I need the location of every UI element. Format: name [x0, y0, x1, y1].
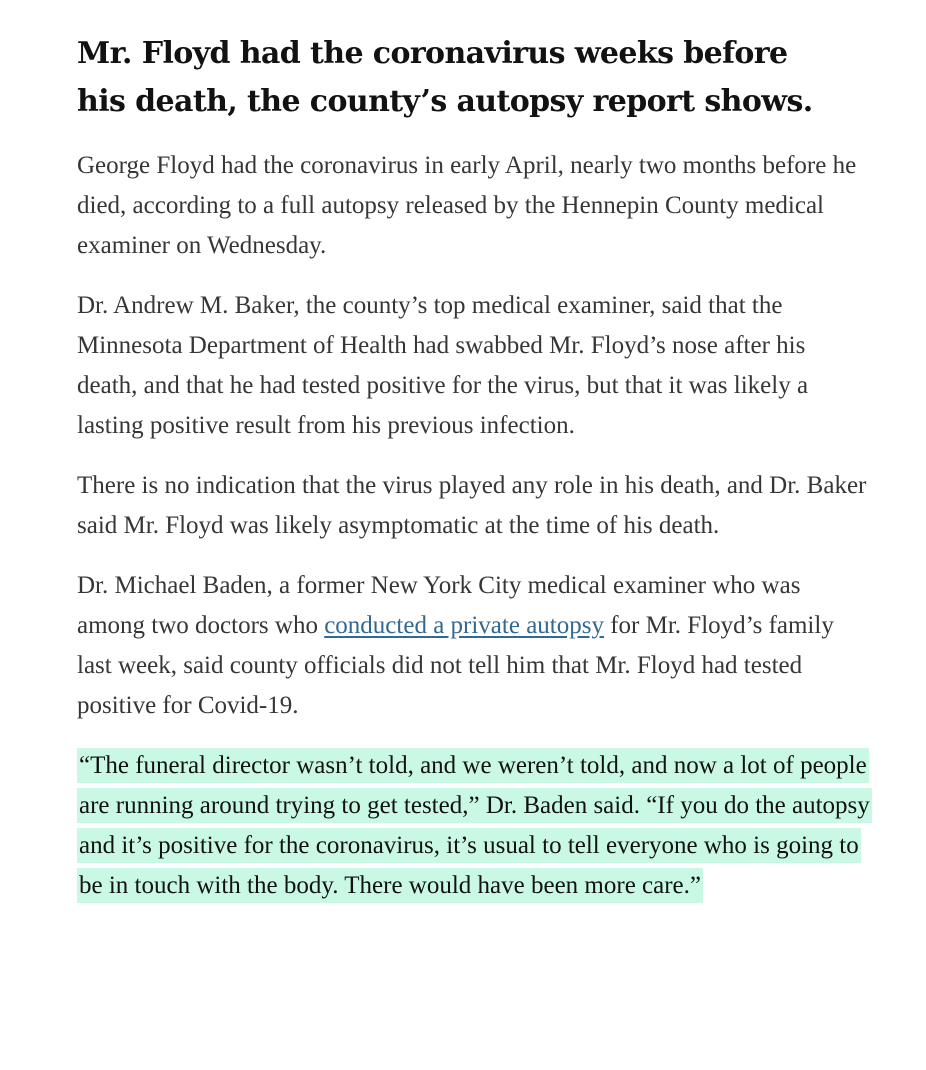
paragraph-1: George Floyd had the coronavirus in early April, nearly two months before he died, according to a full autopsy released by the Hennepin County medical examiner on Wednesday. [77, 152, 857, 259]
paragraph-4-text-after: for Mr. Floyd’s family last week, said county officials did not tell him that Mr. Floyd had tested positive for Covid-19. [77, 612, 834, 719]
private-autopsy-link[interactable]: conducted a private autopsy [324, 612, 604, 639]
paragraph-2: Dr. Andrew M. Baker, the county’s top medical examiner, said that the Minnesota Department of Health had swabbed Mr. Floyd’s nose after his death, and that he had tested positive for the virus, but that it was likely a lasting positive result from his previous infection. [77, 292, 809, 439]
paragraph-3: There is no indication that the virus played any role in his death, and Dr. Baker said Mr. Floyd was likely asymptomatic at the time of his death. [77, 472, 867, 539]
paragraph-4-text-before: Dr. Michael Baden, a former New York City medical examiner who was among two doctors who [77, 572, 801, 639]
article-headline: Mr. Floyd had the coronavirus weeks before his death, the county’s autopsy report shows. [77, 36, 813, 119]
highlighted-quote-paragraph [77, 746, 887, 906]
highlighted-quote-text: “The funeral director wasn’t told, and we weren’t told, and now a lot of people are running around trying to get tested,” Dr. Baden said. “If you do the autopsy and it’s positive for the coronavirus, it’s usual to tell everyone who is going to be in touch with the body. There would have been more care.” [77, 748, 872, 903]
paragraph-4 [77, 566, 867, 726]
article [77, 30, 897, 906]
